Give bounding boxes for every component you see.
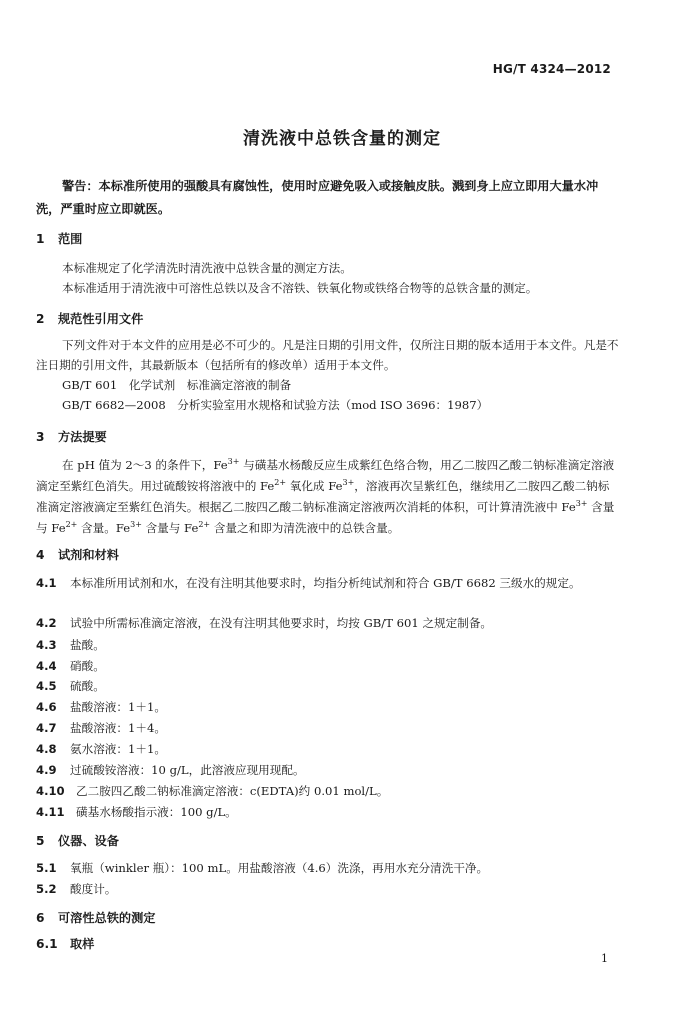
section-4-heading <box>36 546 119 563</box>
list-item: 4.2 试验中所需标准滴定溶液，在没有注明其他要求时，均按 GB/T 601 之规定制备。 <box>36 616 493 630</box>
list-item: 4.4 硝酸。 <box>36 659 105 673</box>
section-title: 试剂和材料 <box>58 548 119 562</box>
section-2-paragraph: 下列文件对于本文件的应用是必不可少的。凡是注日期的引用文件，仅所注日期的版本适用于本文件。凡是不注日期的引用文件，其最新版本（包括所有的修改单）适用于本文件。 <box>36 338 619 372</box>
list-item: 4.1 本标准所用试剂和水，在没有注明其他要求时，均指分析纯试剂和符合 GB/T 6682 三级水的规定。 <box>36 576 581 590</box>
reference-gbt-601: GB/T 601 化学试剂 标准滴定溶液的制备 <box>62 378 292 392</box>
section-1-paragraph-1: 本标准规定了化学清洗时清洗液中总铁含量的测定方法。 <box>62 261 352 275</box>
subsection-title: 取样 <box>70 937 95 951</box>
section-number: 6 <box>36 911 45 925</box>
section-number: 3 <box>36 430 45 444</box>
section-title: 范围 <box>58 232 83 246</box>
list-item: 5.2 酸度计。 <box>36 882 117 896</box>
section-5-heading <box>36 832 119 849</box>
list-item: 4.11 磺基水杨酸指示液：100 g/L。 <box>36 805 237 819</box>
page-number: 1 <box>601 952 608 965</box>
section-number: 2 <box>36 312 45 326</box>
section-title: 规范性引用文件 <box>58 312 144 326</box>
section-number: 1 <box>36 232 45 246</box>
list-item: 4.6 盐酸溶液：1＋1。 <box>36 700 166 714</box>
list-item: 4.7 盐酸溶液：1＋4。 <box>36 721 166 735</box>
warning-paragraph: 警告：本标准所使用的强酸具有腐蚀性，使用时应避免吸入或接触皮肤。溅到身上应立即用大量水冲洗，严重时应立即就医。 <box>36 179 599 216</box>
subsection-number: 6.1 <box>36 937 58 951</box>
section-3-heading <box>36 428 107 445</box>
list-item: 4.8 氨水溶液：1＋1。 <box>36 742 166 756</box>
section-number: 4 <box>36 548 45 562</box>
list-item: 4.3 盐酸。 <box>36 638 105 652</box>
section-2-heading <box>36 310 143 327</box>
section-6-heading <box>36 909 156 926</box>
subsection-6-1-heading <box>36 935 94 952</box>
list-item: 4.10 乙二胺四乙酸二钠标准滴定溶液：c(EDTA)约 0.01 mol/L。 <box>36 784 389 798</box>
section-1-heading <box>36 230 82 247</box>
list-item: 4.5 硫酸。 <box>36 679 105 693</box>
section-title: 仪器、设备 <box>58 834 119 848</box>
standard-code: HG/T 4324—2012 <box>492 62 611 76</box>
section-3-paragraph: 在 pH 值为 2～3 的条件下，$Fe^{3+}$ 与磺基水杨酸反应生成紫红色络合物，用乙二胺四乙酸二钠标准滴定溶液滴定至紫红色消失。用过硫酸铵将溶液中的 $Fe^{2+}$ 氧化成 $Fe^{3+}$，溶液再次呈紫红色，继续用乙二胺四乙酸二钠标准滴定溶液滴定至紫红色消失。根据乙二胺四乙酸二钠标准滴定溶液两次消耗的体积，可计算清洗液中 $Fe^{3+}$ 含量与 $Fe^{2+}$ 含量。$Fe^{3+}$ 含量与 $Fe^{2+}$ 含量之和即为清洗液中的总铁含量。 <box>36 457 615 535</box>
section-number: 5 <box>36 834 45 848</box>
document-title: 清洗液中总铁含量的测定 <box>243 129 441 149</box>
section-title: 方法提要 <box>58 430 107 444</box>
list-item: 5.1 氧瓶（winkler 瓶）：100 mL。用盐酸溶液（4.6）洗涤，再用水充分清洗干净。 <box>36 861 489 875</box>
section-1-paragraph-2: 本标准适用于清洗液中可溶性总铁以及含不溶铁、铁氧化物或铁络合物等的总铁含量的测定。 <box>62 281 538 295</box>
reference-gbt-6682: GB/T 6682—2008 分析实验室用水规格和试验方法（mod ISO 3696：1987） <box>62 398 489 412</box>
section-title: 可溶性总铁的测定 <box>58 911 156 925</box>
list-item: 4.9 过硫酸铵溶液：10 g/L，此溶液应现用现配。 <box>36 763 305 777</box>
